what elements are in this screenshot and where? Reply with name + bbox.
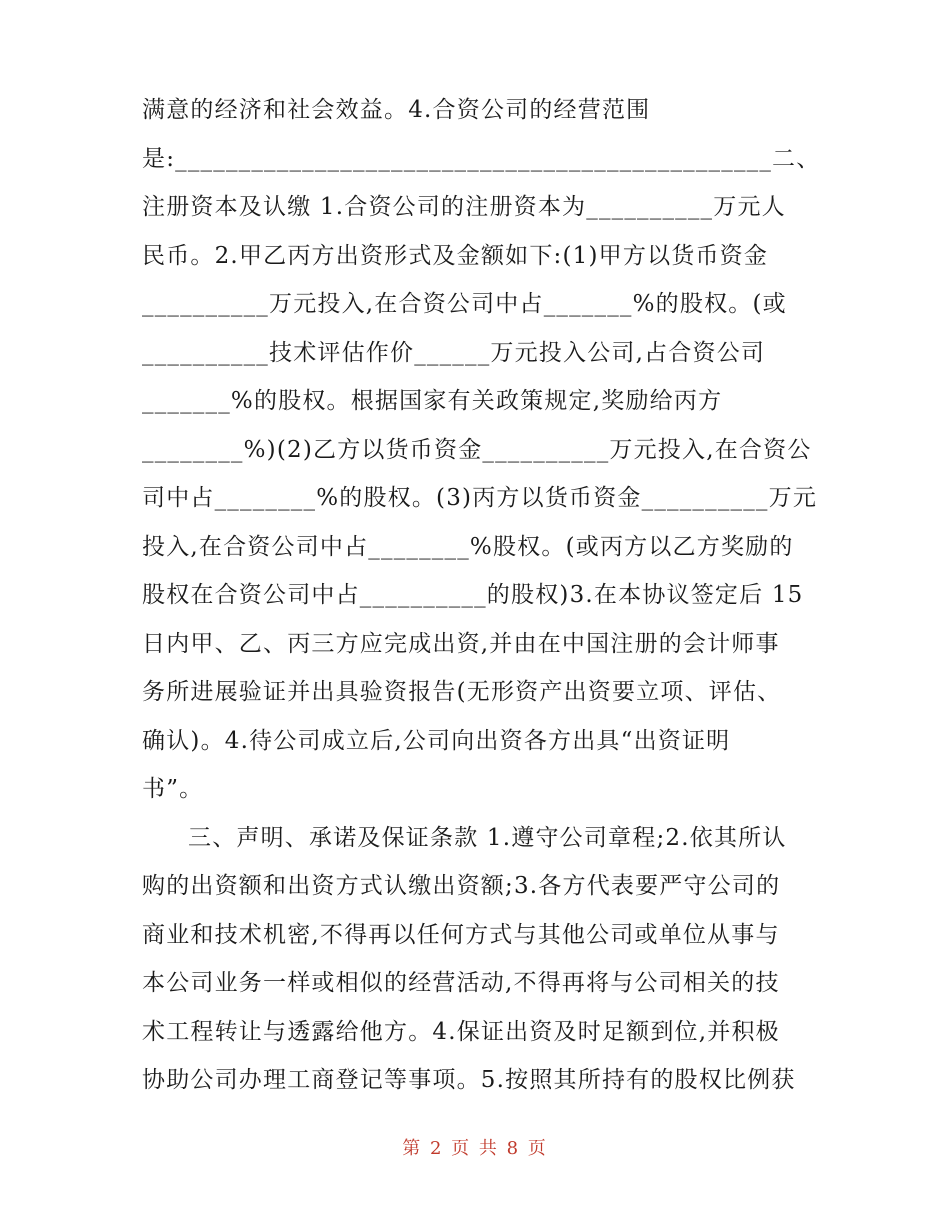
text-line: 司中占________%的股权。(3)丙方以货币资金__________万元 <box>142 485 818 511</box>
text-line: _______%的股权。根据国家有关政策规定,奖励给丙方 <box>142 388 723 414</box>
text-line: __________技术评估作价______万元投入公司,占合资公司 <box>142 339 766 366</box>
text-line: 是:_______________________________________________二、 <box>142 145 821 172</box>
text-line: 民币。2.甲乙丙方出资形式及金额如下:(1)甲方以货币资金 <box>142 242 769 269</box>
text-line: 商业和技术机密,不得再以任何方式与其他公司或单位从事与 <box>142 921 780 948</box>
text-line: 注册资本及认缴 1.合资公司的注册资本为__________万元人 <box>142 194 786 220</box>
text-line: 股权在合资公司中占__________的股权)3.在本协议签定后 15 <box>142 582 804 608</box>
text-line: 协助公司办理工商登记等事项。5.按照其所持有的股权比例获 <box>142 1067 796 1093</box>
text-line: 投入,在合资公司中占________%股权。(或丙方以乙方奖励的 <box>142 533 794 560</box>
page-number-footer: 第 2 页 共 8 页 <box>402 1138 548 1159</box>
text-line: 满意的经济和社会效益。4.合资公司的经营范围 <box>142 97 651 123</box>
text-line: 本公司业务一样或相似的经营活动,不得再将与公司相关的技 <box>142 970 780 996</box>
text-line: 确认)。4.待公司成立后,公司向出资各方出具“出资证明 <box>142 727 731 754</box>
text-line: 三、声明、承诺及保证条款 1.遵守公司章程;2.依其所认 <box>188 824 787 851</box>
text-line: __________万元投入,在合资公司中占_______%的股权。(或 <box>142 291 787 317</box>
text-line: 术工程转让与透露给他方。4.保证出资及时足额到位,并积极 <box>142 1018 780 1045</box>
text-line: ________%)(2)乙方以货币资金__________万元投入,在合资公 <box>142 436 812 463</box>
text-line: 书”。 <box>142 776 204 802</box>
text-line: 日内甲、乙、丙三方应完成出资,并由在中国注册的会计师事 <box>142 630 780 657</box>
text-line: 购的出资额和出资方式认缴出资额;3.各方代表要严守公司的 <box>142 873 781 899</box>
text-line: 务所进展验证并出具验资报告(无形资产出资要立项、评估、 <box>142 679 782 705</box>
document-body <box>142 86 821 1105</box>
